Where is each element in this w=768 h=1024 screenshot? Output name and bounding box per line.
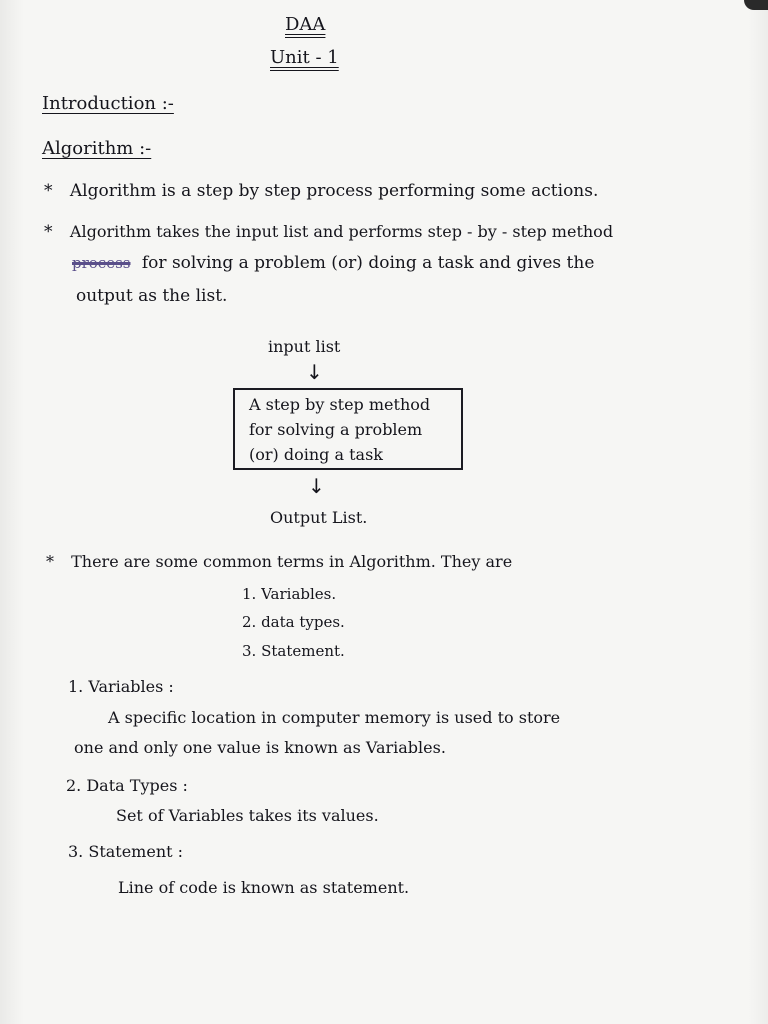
terms-intro	[46, 552, 512, 571]
variables-line-1: A specific location in computer memory is used to store	[108, 708, 561, 727]
bullet-2-line-3: output as the list.	[76, 286, 228, 306]
bullet-star: *	[44, 222, 53, 242]
terms-intro-text: There are some common terms in Algorithm. They are	[71, 552, 513, 571]
term-item: 2. data types.	[242, 613, 345, 631]
process-box-line-1: A step by step method	[249, 395, 431, 414]
bullet-1	[44, 181, 598, 201]
data-types-heading: 2. Data Types :	[66, 776, 188, 795]
bullet-2	[44, 222, 613, 242]
process-box-line-2: for solving a problem	[249, 420, 423, 439]
process-box	[233, 388, 463, 470]
bullet-1-text: Algorithm is a step by step process performing some actions.	[69, 181, 599, 201]
struck-word: process	[72, 254, 131, 272]
bullet-2-line-2: for solving a problem (or) doing a task and gives the	[141, 253, 595, 273]
algorithm-heading: Algorithm :-	[42, 138, 152, 159]
bullet-star: *	[44, 181, 53, 201]
process-box-line-3: (or) doing a task	[249, 445, 383, 464]
flow-input-label: input list	[268, 337, 341, 356]
subject-title: DAA	[285, 14, 326, 35]
bullet-2-line-2-row	[72, 253, 594, 273]
flow-output-label: Output List.	[270, 508, 368, 527]
variables-line-2: one and only one value is known as Variables.	[74, 738, 446, 757]
introduction-heading: Introduction :-	[42, 93, 174, 114]
term-item: 3. Statement.	[242, 642, 345, 660]
data-types-line-1: Set of Variables takes its values.	[116, 806, 379, 825]
down-arrow-icon: ↓	[308, 474, 325, 498]
bullet-star: *	[46, 552, 54, 571]
statement-heading: 3. Statement :	[68, 842, 184, 861]
bullet-2-line-1: Algorithm takes the input list and performs step - by - step method	[69, 222, 614, 241]
statement-line-1: Line of code is known as statement.	[118, 878, 410, 897]
down-arrow-icon: ↓	[306, 360, 323, 384]
unit-title: Unit - 1	[270, 47, 339, 68]
page-corner-shadow	[744, 0, 768, 10]
term-item: 1. Variables.	[242, 585, 337, 603]
variables-heading: 1. Variables :	[68, 677, 174, 696]
